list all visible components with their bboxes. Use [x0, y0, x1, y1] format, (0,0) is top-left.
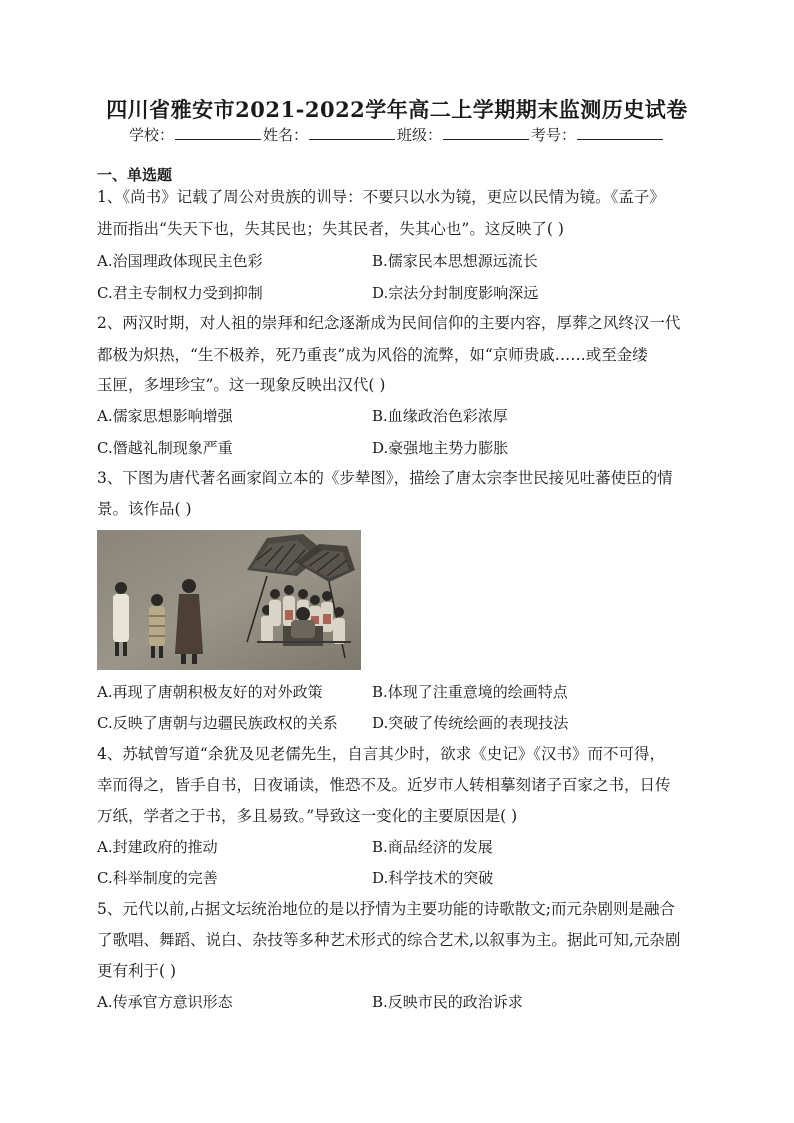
- question-4-line-1: 4、苏轼曾写道“余犹及见老儒先生，自言其少时，欲求《史记》《汉书》而不可得，: [97, 745, 666, 763]
- question-2-option-a: A.儒家思想影响增强: [97, 407, 233, 425]
- question-5-option-b: B.反映市民的政治诉求: [372, 993, 523, 1011]
- question-2-line-2: 都极为炽热，“生不极养，死乃重丧”成为风俗的流弊，如“京师贵戚……或至金缕: [97, 346, 648, 364]
- exam-number-blank: [577, 125, 663, 140]
- section-heading: 一、单选题: [97, 166, 173, 184]
- exam-title: 四川省雅安市2021-2022学年高二上学期期末监测历史试卷: [106, 97, 688, 122]
- question-1-option-b: B.儒家民本思想源远流长: [372, 252, 538, 270]
- question-2-line-1: 2、两汉时期，对人祖的崇拜和纪念逐渐成为民间信仰的主要内容，厚葬之风终汉一代: [97, 314, 681, 332]
- question-4-line-3: 万纸，学者之于书，多且易致。”导致这一变化的主要原因是( ): [97, 807, 518, 825]
- class-label: 班级：: [397, 126, 443, 144]
- question-1-option-d: D.宗法分封制度影响深远: [372, 284, 539, 302]
- question-3-option-c: C.反映了唐朝与边疆民族政权的关系: [97, 714, 338, 732]
- question-4-line-2: 幸而得之，皆手自书，日夜诵读，惟恐不及。近岁市人转相摹刻诸子百家之书，日传: [97, 776, 671, 794]
- question-1-line-2: 进而指出“失天下也，失其民也；失其民者，失其心也”。这反映了( ): [97, 220, 564, 238]
- question-2-line-3: 玉匣，多埋珍宝”。这一现象反映出汉代( ): [97, 376, 386, 394]
- question-1-option-a: A.治国理政体现民主色彩: [97, 252, 263, 270]
- name-blank: [309, 125, 395, 140]
- question-2-option-c: C.僭越礼制现象严重: [97, 439, 233, 457]
- question-5-line-3: 更有利于( ): [97, 962, 177, 980]
- question-5-line-1: 5、元代以前,占据文坛统治地位的是以抒情为主要功能的诗歌散文;而元杂剧则是融合: [97, 900, 676, 918]
- question-4-option-b: B.商品经济的发展: [372, 838, 493, 856]
- question-4-option-c: C.科举制度的完善: [97, 869, 218, 887]
- question-3-option-d: D.突破了传统绘画的表现技法: [372, 714, 569, 732]
- question-3-line-1: 3、下图为唐代著名画家阎立本的《步辇图》，描绘了唐太宗李世民接见吐蕃使臣的情: [97, 469, 673, 487]
- school-blank: [175, 125, 261, 140]
- question-4-option-a: A.封建政府的推动: [97, 838, 218, 856]
- class-blank: [443, 125, 529, 140]
- question-5-line-2: 了歌唱、舞蹈、说白、杂技等多种艺术形式的综合艺术,以叙事为主。据此可知,元杂剧: [97, 931, 681, 949]
- question-2-option-d: D.豪强地主势力膨胀: [372, 439, 509, 457]
- question-1-line-1: 1、《尚书》记载了周公对贵族的训导：不要只以水为镜，更应以民情为镜。《孟子》: [97, 188, 665, 206]
- question-4-option-d: D.科学技术的突破: [372, 869, 494, 887]
- question-2-option-b: B.血缘政治色彩浓厚: [372, 407, 508, 425]
- question-3-line-2: 景。该作品( ): [97, 500, 192, 518]
- question-1-option-c: C.君主专制权力受到抑制: [97, 284, 263, 302]
- question-3-option-a: A.再现了唐朝积极友好的对外政策: [97, 683, 323, 701]
- student-info-line: [0, 124, 794, 145]
- name-label: 姓名：: [262, 126, 308, 144]
- question-5-option-a: A.传承官方意识形态: [97, 993, 233, 1011]
- bunian-tu-painting: [97, 530, 361, 670]
- exam-number-label: 考号：: [531, 126, 577, 144]
- question-3-option-b: B.体现了注重意境的绘画特点: [372, 683, 568, 701]
- school-label: 学校：: [128, 126, 174, 144]
